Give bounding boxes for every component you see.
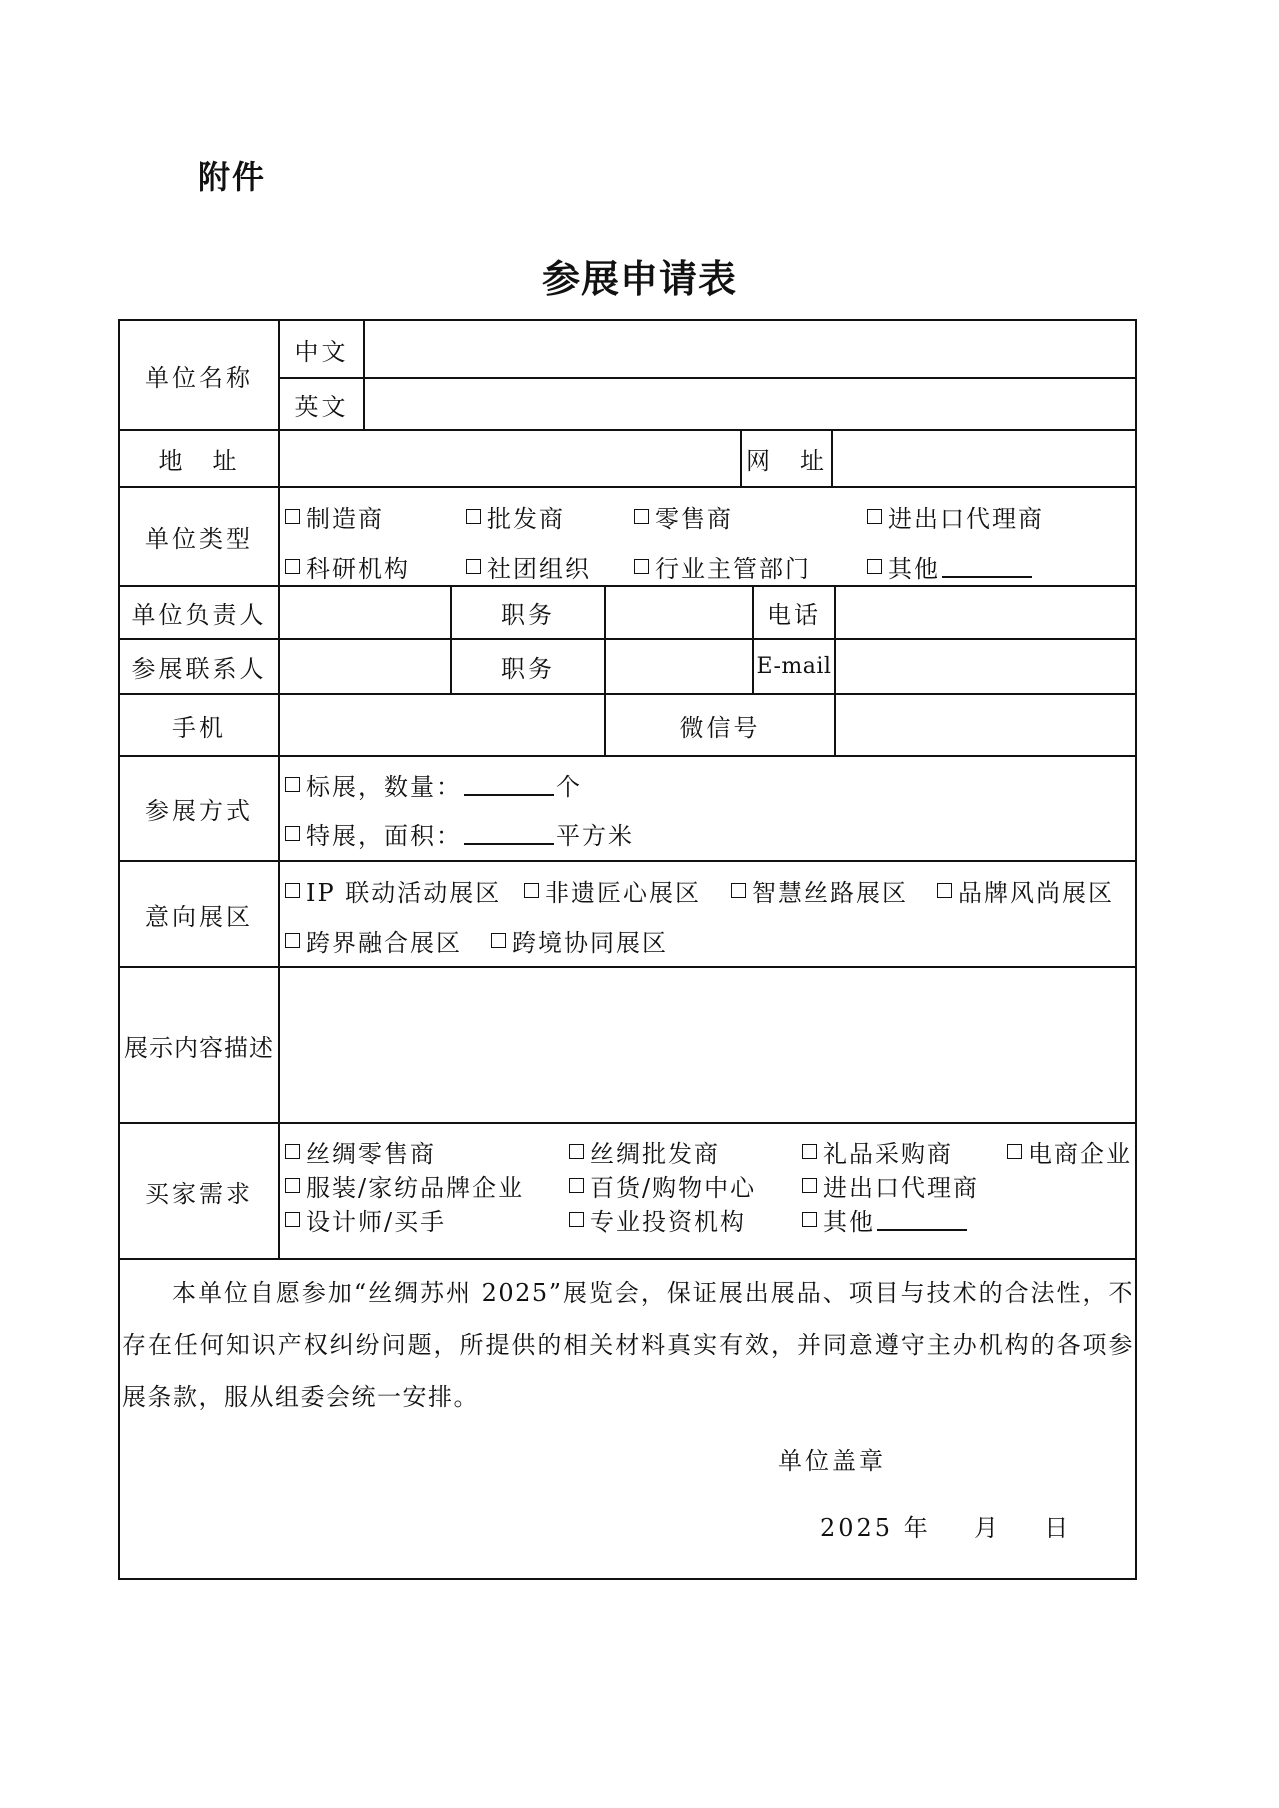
unit-type-other-option[interactable] <box>867 549 1034 584</box>
buyer-option[interactable] <box>1007 1134 1132 1169</box>
buyer-option[interactable] <box>569 1134 720 1169</box>
description-field[interactable] <box>280 968 1135 1122</box>
checkbox-icon <box>569 1144 584 1159</box>
option-label: 跨境协同展区 <box>512 929 668 957</box>
quantity-blank[interactable] <box>464 774 554 796</box>
unit-type-option[interactable] <box>285 499 384 534</box>
date-line <box>820 1508 1071 1543</box>
zone-option[interactable] <box>491 923 668 958</box>
application-form <box>118 319 1137 1580</box>
option-label: 进出口代理商 <box>888 505 1044 533</box>
divider <box>834 585 836 755</box>
zone-option[interactable] <box>937 873 1114 908</box>
option-label: 智慧丝路展区 <box>752 879 908 907</box>
zone-option[interactable] <box>285 923 462 958</box>
phone-label: 电话 <box>767 601 821 629</box>
option-label: 非遗匠心展区 <box>545 879 701 907</box>
option-label: 特展，面积： <box>306 822 462 850</box>
divider <box>831 429 833 486</box>
option-label: 跨界融合展区 <box>306 929 462 957</box>
unit-type-option[interactable] <box>634 499 733 534</box>
buyer-option[interactable] <box>569 1168 756 1203</box>
date-month: 月 <box>974 1514 1001 1542</box>
checkbox-icon <box>285 1144 300 1159</box>
checkbox-icon <box>285 826 300 841</box>
option-label: 行业主管部门 <box>655 555 811 583</box>
option-label: 标展，数量： <box>306 773 462 801</box>
checkbox-icon <box>285 1178 300 1193</box>
fill-blank[interactable] <box>942 556 1032 578</box>
option-label: 科研机构 <box>306 555 410 583</box>
declaration-text: 本单位自愿参加“丝绸苏州 2025”展览会，保证展出展品、项目与技术的合法性，不存在任何知识产权纠纷问题，所提供的相关材料真实有效，并同意遵守主办机构的各项参展条款，服从组委会统一安排。 <box>122 1279 1134 1411</box>
buyer-option[interactable] <box>285 1168 524 1203</box>
fill-blank[interactable] <box>877 1209 967 1231</box>
leader-position-label: 职务 <box>501 601 555 629</box>
buyer-option[interactable] <box>569 1202 746 1237</box>
seal-label: 单位盖章 <box>778 1447 886 1475</box>
date-year: 2025 年 <box>820 1514 931 1542</box>
contact-position-label: 职务 <box>501 655 555 683</box>
unit-name-label: 单位名称 <box>145 363 253 392</box>
unit-type-label: 单位类型 <box>145 525 253 553</box>
buyer-option[interactable] <box>285 1202 446 1237</box>
checkbox-icon <box>285 559 300 574</box>
email-label: E-mail <box>756 654 832 679</box>
divider <box>120 1258 1135 1260</box>
unit-label: 平方米 <box>556 822 634 850</box>
option-label: 服装/家纺品牌企业 <box>306 1174 525 1202</box>
option-label: 丝绸零售商 <box>306 1140 436 1168</box>
option-label: 制造商 <box>306 505 384 533</box>
attachment-label: 附件 <box>198 158 267 196</box>
checkbox-icon <box>1007 1144 1022 1159</box>
checkbox-icon <box>937 883 952 898</box>
checkbox-icon <box>524 883 539 898</box>
wechat-label: 微信号 <box>679 713 761 742</box>
divider <box>363 321 365 429</box>
checkbox-icon <box>569 1212 584 1227</box>
website-label: 网 址 <box>746 447 827 475</box>
checkbox-icon <box>802 1178 817 1193</box>
option-label: 社团组织 <box>487 555 591 583</box>
zone-label: 意向展区 <box>145 902 253 931</box>
english-label: 英文 <box>294 392 349 421</box>
checkbox-icon <box>867 559 882 574</box>
buyer-option[interactable] <box>285 1134 436 1169</box>
zone-option[interactable] <box>285 873 501 908</box>
checkbox-icon <box>491 933 506 948</box>
option-label: 进出口代理商 <box>823 1174 979 1202</box>
standard-booth-option[interactable] <box>285 767 582 802</box>
buyer-option[interactable] <box>802 1168 979 1203</box>
checkbox-icon <box>285 777 300 792</box>
checkbox-icon <box>634 559 649 574</box>
checkbox-icon <box>634 509 649 524</box>
contact-label: 参展联系人 <box>131 655 267 683</box>
checkbox-icon <box>466 559 481 574</box>
description-label: 展示内容描述 <box>124 1033 274 1062</box>
special-booth-option[interactable] <box>285 816 634 851</box>
buyer-other-option[interactable] <box>802 1202 969 1237</box>
checkbox-icon <box>285 883 300 898</box>
unit-type-option[interactable] <box>867 499 1044 534</box>
checkbox-icon <box>466 509 481 524</box>
option-label: 百货/购物中心 <box>590 1174 757 1202</box>
option-label: 其他 <box>823 1208 875 1236</box>
checkbox-icon <box>285 933 300 948</box>
option-label: 品牌风尚展区 <box>958 879 1114 907</box>
leader-label: 单位负责人 <box>131 601 267 629</box>
buyer-option[interactable] <box>802 1134 953 1169</box>
unit-type-option[interactable] <box>466 499 565 534</box>
checkbox-icon <box>569 1178 584 1193</box>
checkbox-icon <box>731 883 746 898</box>
checkbox-icon <box>867 509 882 524</box>
checkbox-icon <box>285 1212 300 1227</box>
zone-option[interactable] <box>524 873 701 908</box>
option-label: 零售商 <box>655 505 733 533</box>
mobile-label: 手机 <box>172 713 226 742</box>
divider <box>280 377 1135 379</box>
date-day: 日 <box>1044 1514 1072 1542</box>
unit-type-option[interactable] <box>466 549 591 584</box>
unit-type-option[interactable] <box>634 549 811 584</box>
unit-type-option[interactable] <box>285 549 410 584</box>
buyer-demand-label: 买家需求 <box>145 1179 253 1208</box>
option-label: 电商企业 <box>1028 1140 1132 1168</box>
option-label: 丝绸批发商 <box>590 1140 720 1168</box>
page-title: 参展申请表 <box>541 257 737 301</box>
option-label: 礼品采购商 <box>823 1140 953 1168</box>
chinese-label: 中文 <box>294 337 349 366</box>
unit-label: 个 <box>556 773 582 801</box>
exhibit-mode-label: 参展方式 <box>145 797 253 825</box>
zone-option[interactable] <box>731 873 908 908</box>
address-label: 地 址 <box>158 447 240 475</box>
option-label: 其他 <box>888 555 940 583</box>
option-label: 批发商 <box>487 505 565 533</box>
option-label: 设计师/买手 <box>306 1208 447 1236</box>
option-label: IP 联动活动展区 <box>306 879 502 907</box>
checkbox-icon <box>802 1144 817 1159</box>
option-label: 专业投资机构 <box>590 1208 746 1236</box>
area-blank[interactable] <box>464 823 554 845</box>
checkbox-icon <box>802 1212 817 1227</box>
checkbox-icon <box>285 509 300 524</box>
